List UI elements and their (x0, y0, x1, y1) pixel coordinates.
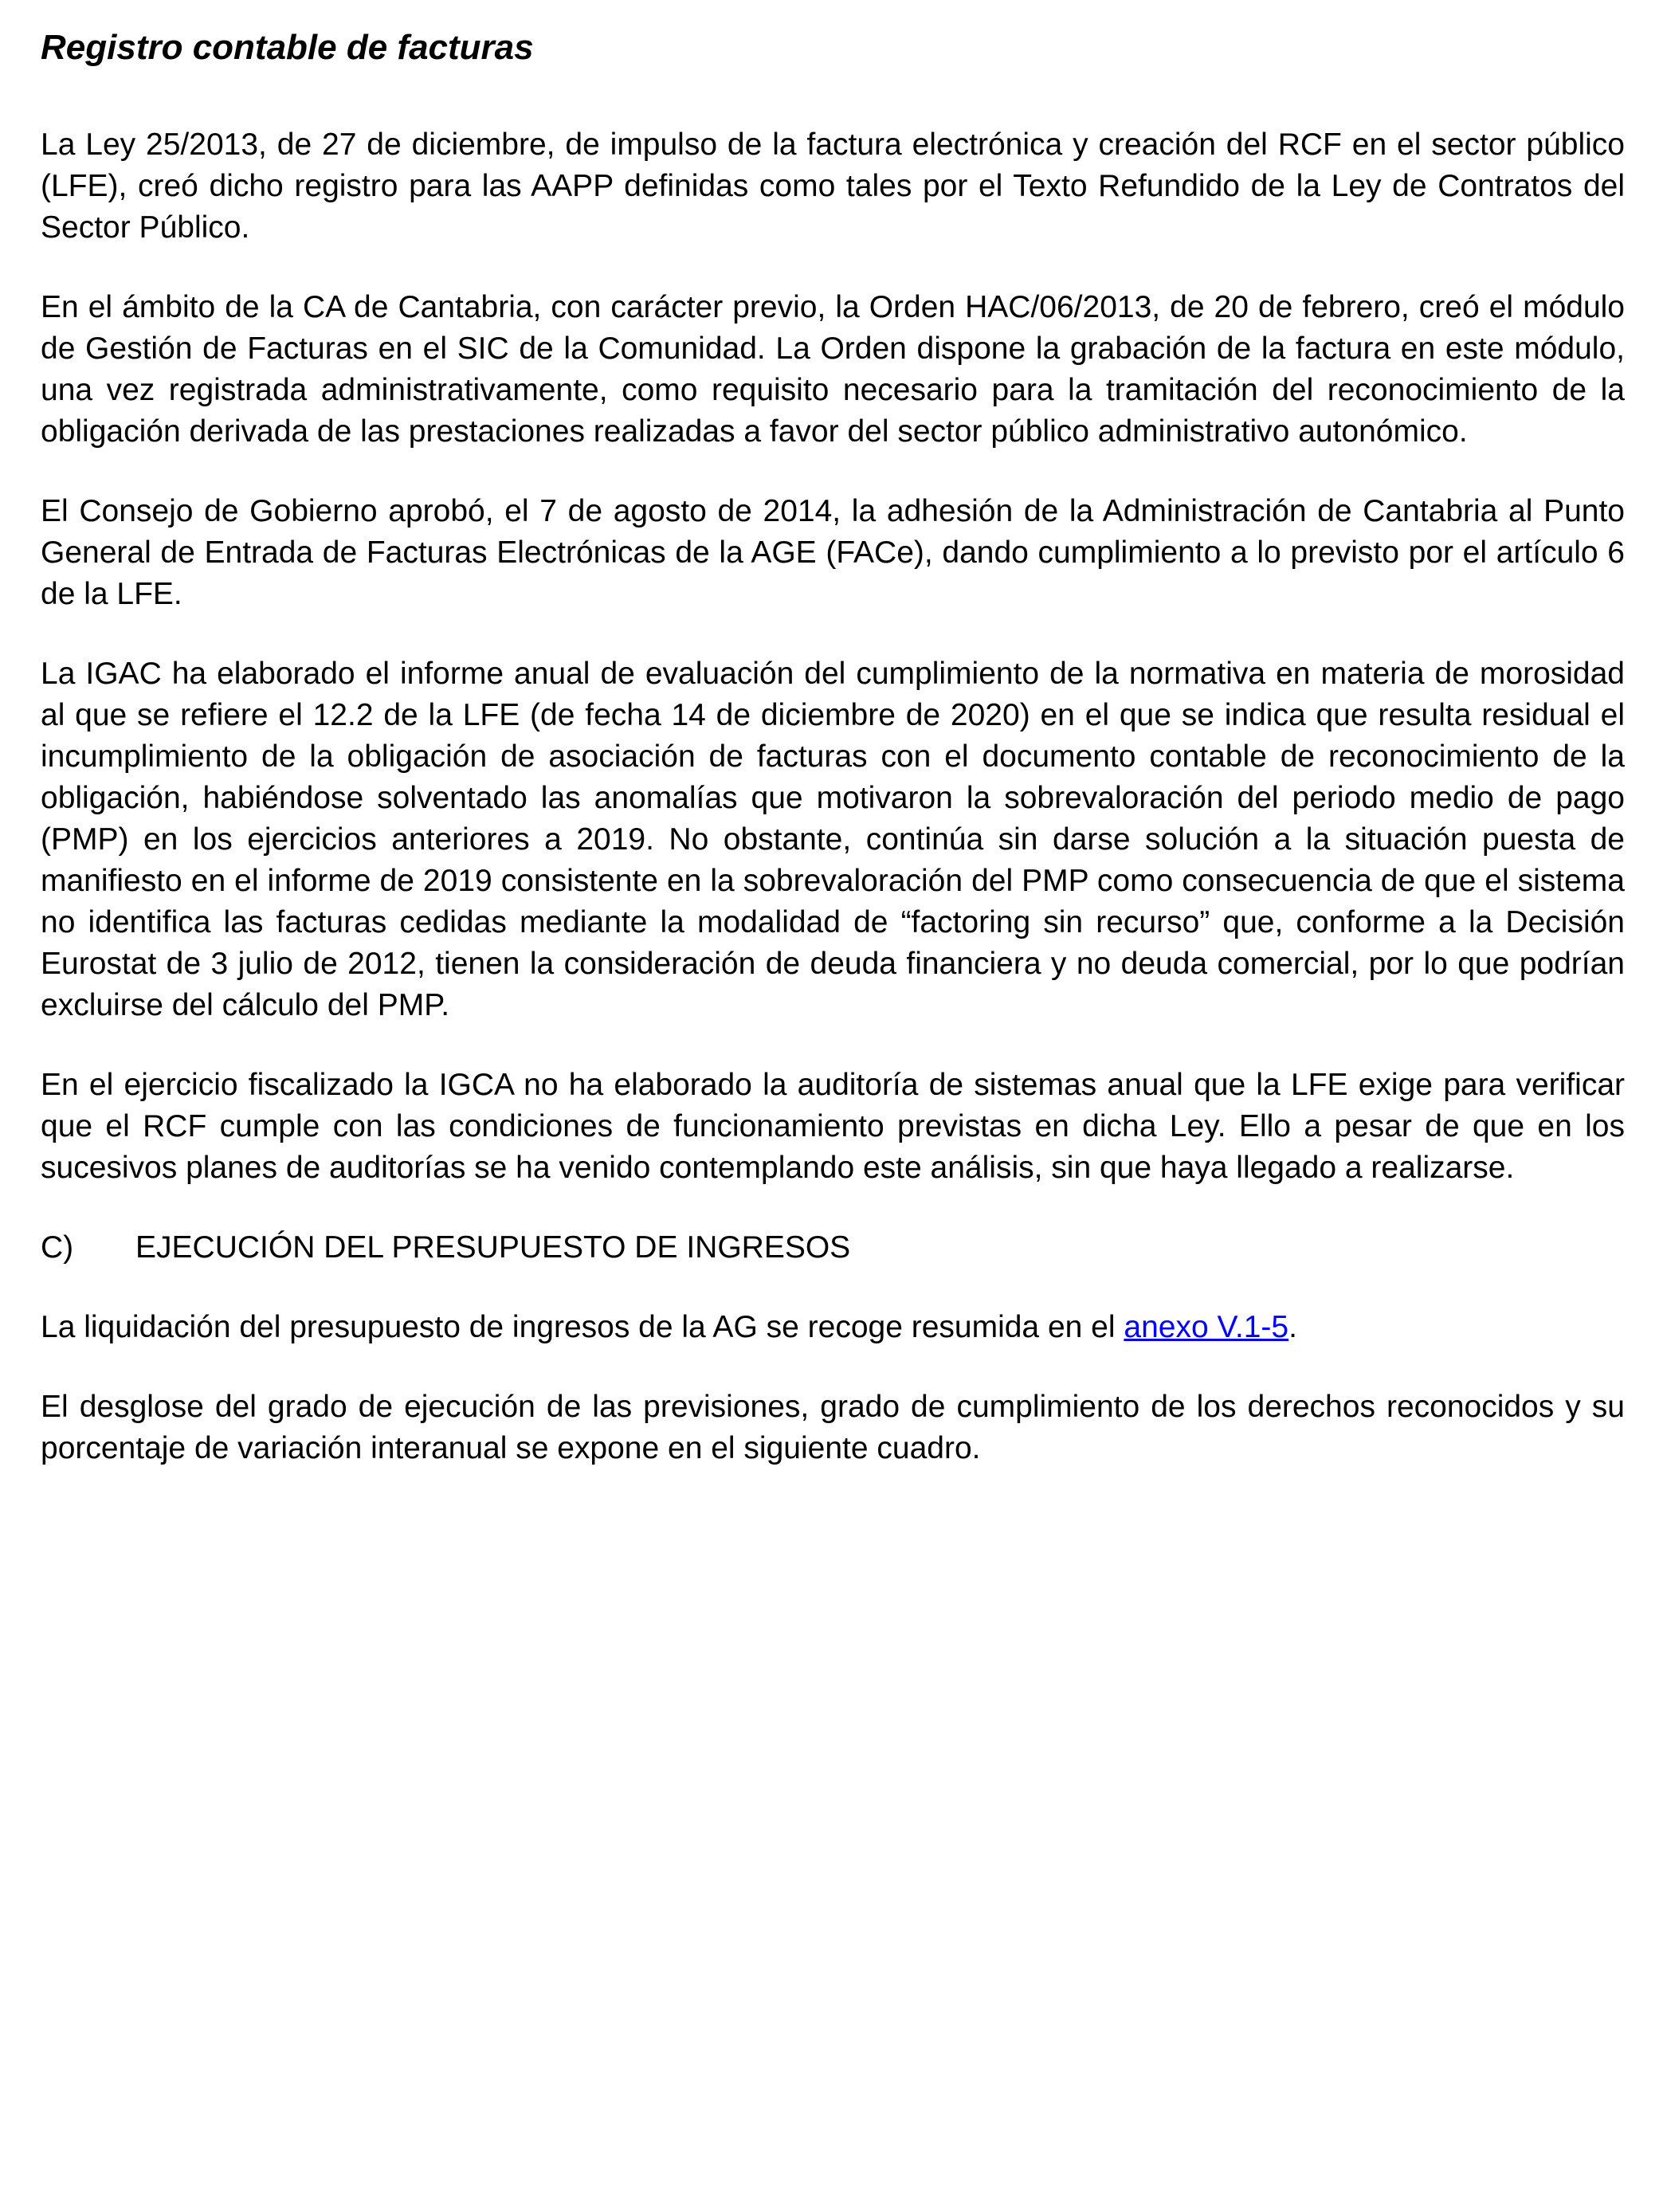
paragraph-consejo-gobierno: El Consejo de Gobierno aprobó, el 7 de agosto de 2014, la adhesión de la Administración de Cantabria al Punto General de Entrada de Facturas Electrónicas de la AGE (FACe), dando cumplimiento a lo previsto por el artículo 6 de la LFE. (41, 494, 1625, 611)
anexo-v1-5-link[interactable]: anexo V.1-5 (1124, 1310, 1289, 1344)
paragraph-ley-25-2013: La Ley 25/2013, de 27 de diciembre, de impulso de la factura electrónica y creación del RCF en el sector público (LFE), creó dicho registro para las AAPP definidas como tales por el Texto Refundido de la Ley de Contratos del Sector Público. (41, 127, 1625, 245)
paragraph-informe-igac: La IGAC ha elaborado el informe anual de evaluación del cumplimiento de la normativa en materia de morosidad al que se refiere el 12.2 de la LFE (de fecha 14 de diciembre de 2020) en el que se indica que resulta residual el incumplimiento de la obligación de asociación de facturas con el documento contable de reconocimiento de la obligación, habiéndose solventado las anomalías que motivaron la sobrevaloración del periodo medio de pago (PMP) en los ejercicios anteriores a 2019. No obstante, continúa sin darse solución a la situación puesta de manifiesto en el informe de 2019 consistente en la sobrevaloración del PMP como consecuencia de que el sistema no identifica las facturas cedidas mediante la modalidad de “factoring sin recurso” que, conforme a la Decisión Eurostat de 3 julio de 2012, tienen la consideración de deuda financiera y no deuda comercial, por lo que podrían excluirse del cálculo del PMP. (41, 657, 1625, 1022)
section-title: Registro contable de facturas (41, 28, 534, 67)
paragraph-liquidacion-anexo (41, 1307, 1625, 1348)
heading-label: C) (41, 1230, 74, 1265)
paragraph-ambito-cantabria: En el ámbito de la CA de Cantabria, con carácter previo, la Orden HAC/06/2013, de 20 de febrero, creó el módulo de Gestión de Facturas en el SIC de la Comunidad. La Orden dispone la grabación de la factura en este módulo, una vez registrada administrativamente, como requisito necesario para la tramitación del reconocimiento de la obligación derivada de las prestaciones realizadas a favor del sector público administrativo autonómico. (41, 290, 1625, 449)
paragraph-desglose-cuadro: El desglose del grado de ejecución de las previsiones, grado de cumplimiento de los derechos reconocidos y su porcentaje de variación interanual se expone en el siguiente cuadro. (41, 1390, 1625, 1465)
paragraph-auditoria-sistemas: En el ejercicio fiscalizado la IGCA no ha elaborado la auditoría de sistemas anual que la LFE exige para verificar que el RCF cumple con las condiciones de funcionamiento previstas en dicha Ley. Ello a pesar de que en los sucesivos planes de auditorías se ha venido contemplando este análisis, sin que haya llegado a realizarse. (41, 1068, 1625, 1185)
heading-ejecucion-presupuesto (41, 1227, 1625, 1269)
annex-paragraph-after: . (1288, 1310, 1297, 1344)
annex-paragraph-before: La liquidación del presupuesto de ingresos de la AG se recoge resumida en el (41, 1310, 1124, 1344)
heading-text: EJECUCIÓN DEL PRESUPUESTO DE INGRESOS (135, 1230, 851, 1265)
